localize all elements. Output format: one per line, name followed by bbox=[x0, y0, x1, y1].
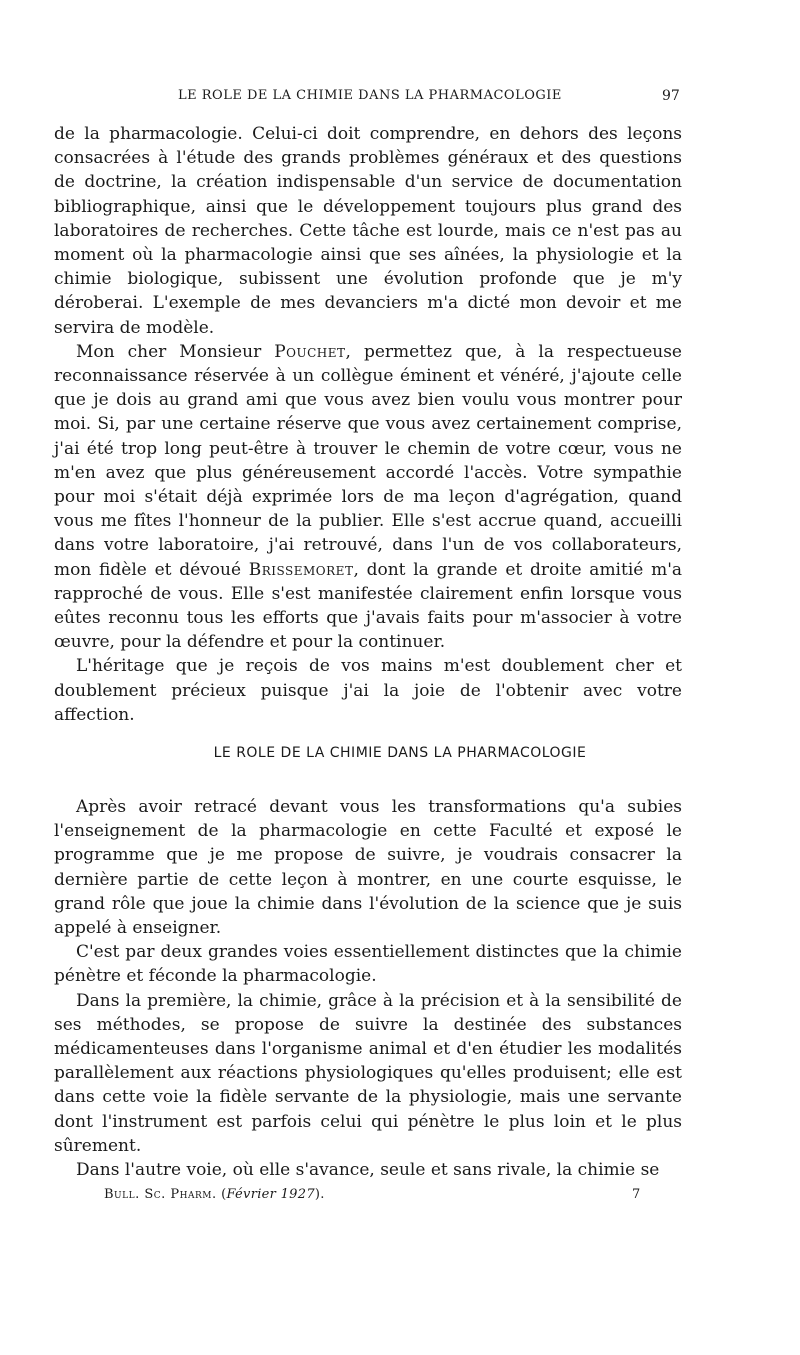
journal-name: Bull. Sc. Pharm. bbox=[104, 1187, 217, 1202]
date-close: ). bbox=[314, 1187, 325, 1202]
paragraph-heritage: L'héritage que je reçois de vos mains m'est doublement cher et doublement précieux puisque j'ai la joie de l'obtenir avec votre affection. bbox=[54, 656, 682, 725]
section-paragraph-1: Après avoir retracé devant vous les transformations qu'a subies l'enseignement de la pharmacologie en cette Faculté et exposé le programme que je me propose de suivre, je voudrais consacrer la dernière partie de cette leçon à montrer, en une courte esquisse, le grand rôle que joue la chimie dans l'évolution de la science que je suis appelé à enseigner. bbox=[54, 797, 682, 939]
running-head bbox=[0, 88, 800, 112]
journal-citation bbox=[104, 1187, 325, 1202]
section-paragraph-4: Dans l'autre voie, où elle s'avance, seule et sans rivale, la chimie se bbox=[76, 1160, 660, 1181]
person-name-pouchet: Pouchet bbox=[274, 341, 346, 362]
date-open: ( bbox=[216, 1187, 227, 1202]
page-footer bbox=[0, 1187, 800, 1209]
signature-mark: 7 bbox=[632, 1187, 641, 1202]
dedication-text-b: , permettez que, à la respectueuse reconnaissance réservée à un collègue éminent et vénéré, j'ajoute celle que je dois au grand ami que vous avez bien voulu vous montrer pour moi. Si, par une certaine réserve que vous avez certainement comprise, j'ai été trop long peut-être à trouver le chemin de votre cœur, vous ne m'en avez que plus généreusement accordé l'accès. Votre sympathie pour moi s'était déjà exprimée lors de ma leçon d'agrégation, quand vous me fîtes l'honneur de la publier. Elle s'est accrue quand, accueilli dans votre laboratoire, j'ai retrouvé, dans l'un de vos collaborateurs, mon fidèle et dévoué bbox=[54, 341, 682, 580]
paragraph-dedication bbox=[54, 340, 682, 655]
dedication-text-a: Mon cher Monsieur bbox=[76, 341, 275, 362]
section-paragraph-2: C'est par deux grandes voies essentiellement distinctes que la chimie pénètre et féconde la pharmacologie. bbox=[54, 942, 682, 987]
section-body bbox=[54, 795, 682, 1182]
paragraph-continuation: de la pharmacologie. Celui-ci doit comprendre, en dehors des leçons consacrées à l'étude des grands problèmes généraux et des questions de doctrine, la création indispensable d'un service de documentation bibliographique, ainsi que le développement toujours plus grand des laboratoires de recherches. Cette tâche est lourde, mais ce n'est pas au moment où la pharmacologie ainsi que ses aînées, la physiologie et la chimie biologique, subissent une évolution profonde que je m'y déroberai. L'exemple de mes devanciers m'a dicté mon devoir et me servira de modèle. bbox=[54, 124, 682, 338]
section-paragraph-3: Dans la première, la chimie, grâce à la précision et à la sensibilité de ses méthodes, se propose de suivre la destinée des substances médicamenteuses dans l'organisme animal et d'en étudier les modalités parallèlement aux réactions physiologiques qu'elles produisent; elle est dans cette voie la fidèle servante de la physiologie, mais une servante dont l'instrument est parfois celui qui pénètre le plus loin et le plus sûrement. bbox=[54, 990, 682, 1156]
section-heading: LE ROLE DE LA CHIMIE DANS LA PHARMACOLOGIE bbox=[213, 745, 587, 761]
page-number: 97 bbox=[662, 88, 680, 104]
issue-date: Février 1927 bbox=[226, 1187, 315, 1202]
person-name-brissemoret: Brissemoret bbox=[248, 559, 354, 580]
body-text bbox=[54, 122, 682, 727]
running-title: LE ROLE DE LA CHIMIE DANS LA PHARMACOLOGIE bbox=[178, 88, 562, 103]
dedication-text-c: , dont la grande et droite amitié m'a rapproché de vous. Elle s'est manifestée clairement enfin lorsque vous eûtes reconnu tous les efforts que j'avais faits pour m'associer à votre œuvre, pour la défendre et pour la continuer. bbox=[54, 559, 683, 653]
